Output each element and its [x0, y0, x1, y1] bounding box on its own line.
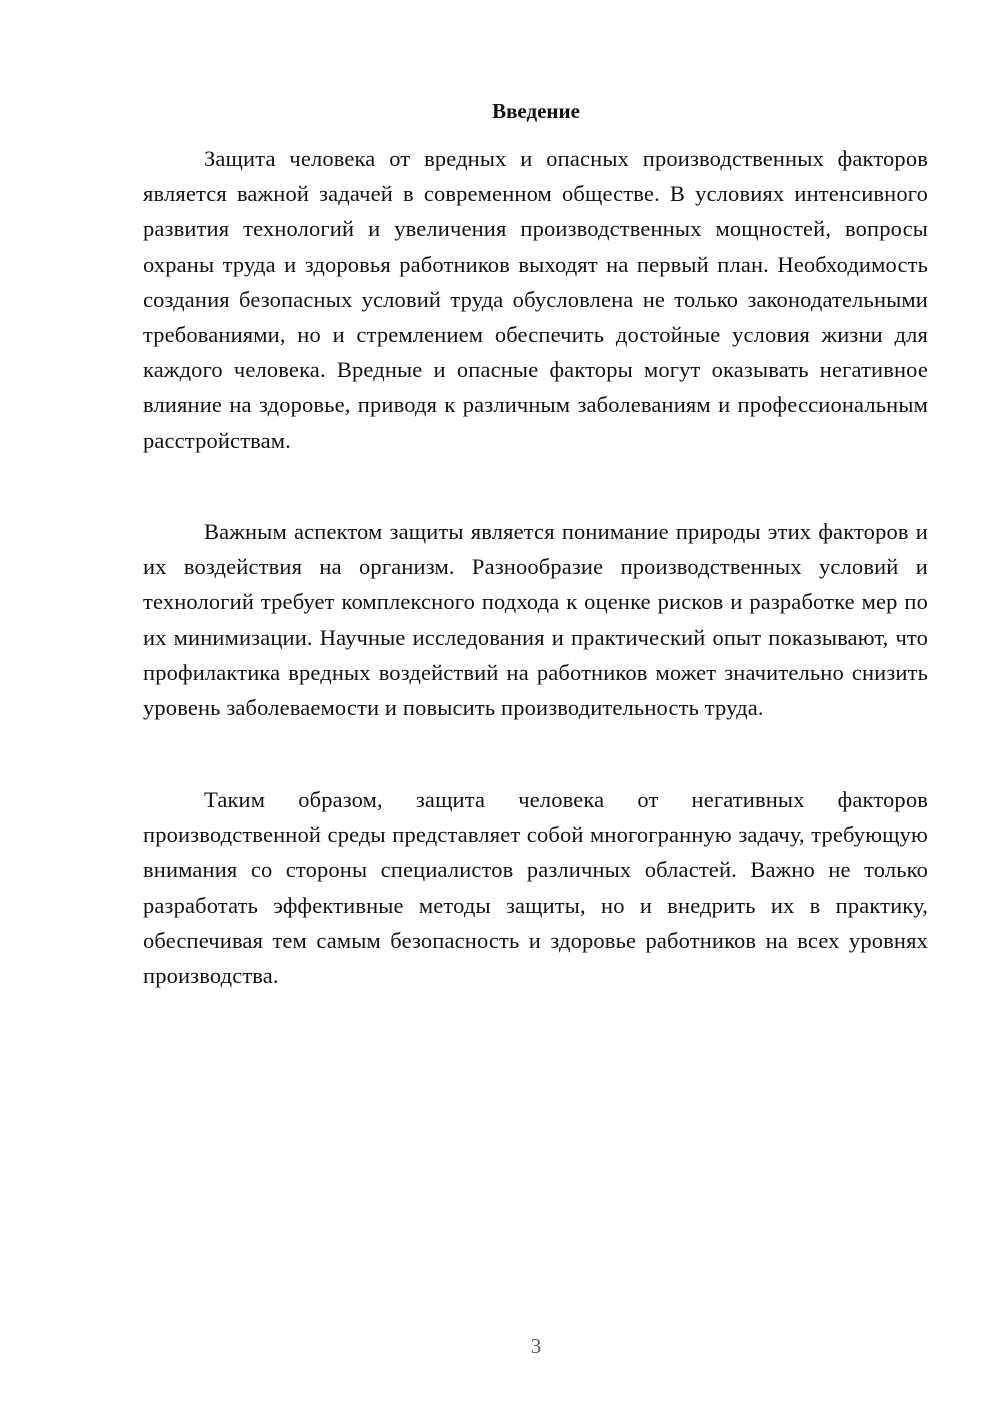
paragraph-1: Защита человека от вредных и опасных производственных факторов является важной задачей в современном обществе. В условиях интенсивного развития технологий и увеличения производственных мощностей, вопросы охраны труда и здоровья работников выходят на первый план. Необходимость создания безопасных условий труда обусловлена не только законодательными требованиями, но и стремлением обеспечить достойные условия жизни для каждого человека. Вредные и опасные факторы могут оказывать негативное влияние на здоровье, приводя к различным заболеваниям и профессиональным расстройствам. [143, 146, 928, 453]
paragraph-3: Таким образом, защита человека от негативных факторов производственной среды представляет собой многогранную задачу, требующую внимания со стороны специалистов различных областей. Важно не только разработать эффективные методы защиты, но и внедрить их в практику, обеспечивая тем самым безопасность и здоровье работников на всех уровнях производства. [143, 787, 928, 989]
page-number: 3 [530, 1334, 542, 1358]
paragraph-2: Важным аспектом защиты является понимание природы этих факторов и их воздействия на организм. Разнообразие производственных условий и технологий требует комплексного подхода к оценке рисков и разработке мер по их минимизации. Научные исследования и практический опыт показывают, что профилактика вредных воздействий на работников может значительно снизить уровень заболеваемости и повысить производительность труда. [143, 519, 928, 721]
section-heading: Введение [492, 99, 580, 123]
